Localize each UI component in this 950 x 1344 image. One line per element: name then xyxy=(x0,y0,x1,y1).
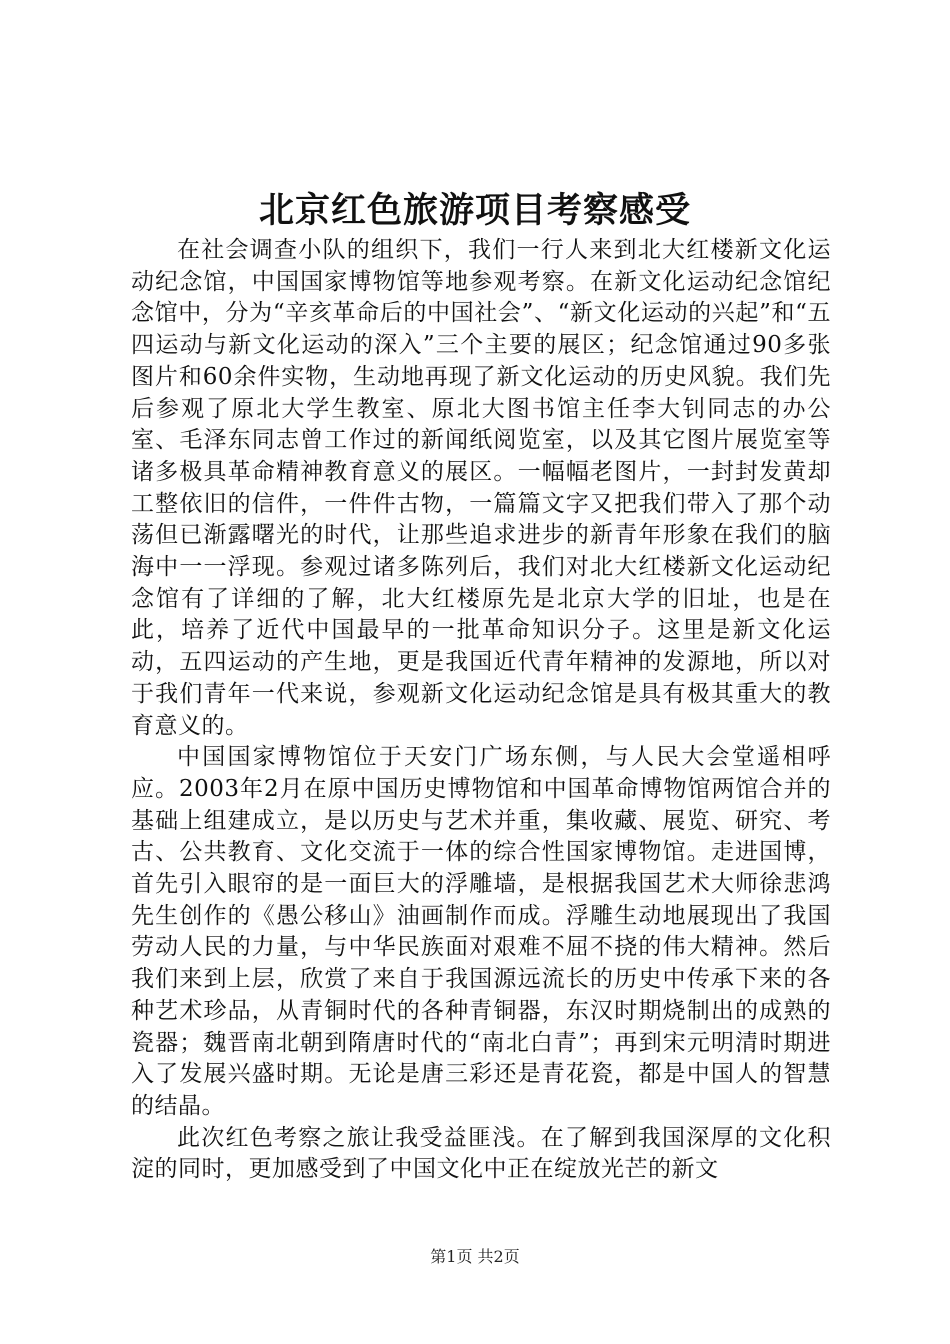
paragraph-3: 此次红色考察之旅让我受益匪浅。在了解到我国深厚的文化积淀的同时，更加感受到了中国文化中正在绽放光芒的新文 xyxy=(131,1124,831,1183)
paragraph-2: 中国国家博物馆位于天安门广场东侧，与人民大会堂遥相呼应。2003年2月在原中国历史博物馆和中国革命博物馆两馆合并的基础上组建成立，是以历史与艺术并重，集收藏、展览、研究、考古、公共教育、文化交流于一体的综合性国家博物馆。走进国博，首先引入眼帘的是一面巨大的浮雕墙，是根据我国艺术大师徐悲鸿先生创作的《愚公移山》油画制作而成。浮雕生动地展现出了我国劳动人民的力量，与中华民族面对艰难不屈不挠的伟大精神。然后我们来到上层，欣赏了来自于我国源远流长的历史中传承下来的各种艺术珍品，从青铜时代的各种青铜器，东汉时期烧制出的成熟的瓷器；魏晋南北朝到隋唐时代的“南北白青”；再到宋元明清时期进入了发展兴盛时期。无论是唐三彩还是青花瓷，都是中国人的智慧的结晶。 xyxy=(131,744,831,1119)
document-title: 北京红色旅游项目考察感受 xyxy=(258,190,691,231)
page-footer: 第1页 共2页 xyxy=(430,1247,520,1266)
document-body xyxy=(131,235,831,1186)
paragraph-1: 在社会调查小队的组织下，我们一行人来到北大红楼新文化运动纪念馆，中国国家博物馆等地参观考察。在新文化运动纪念馆纪念馆中，分为“辛亥革命后的中国社会”、“新文化运动的兴起”和“五四运动与新文化运动的深入”三个主要的展区；纪念馆通过90多张图片和60余件实物，生动地再现了新文化运动的历史风貌。我们先后参观了原北大学生教室、原北大图书馆主任李大钊同志的办公室、毛泽东同志曾工作过的新闻纸阅览室，以及其它图片展览室等诸多极具革命精神教育意义的展区。一幅幅老图片，一封封发黄却工整依旧的信件，一件件古物，一篇篇文字又把我们带入了那个动荡但已渐露曙光的时代，让那些追求进步的新青年形象在我们的脑海中一一浮现。参观过诸多陈列后，我们对北大红楼新文化运动纪念馆有了详细的了解，北大红楼原先是北京大学的旧址，也是在此，培养了近代中国最早的一批革命知识分子。这里是新文化运动，五四运动的产生地，更是我国近代青年精神的发源地，所以对于我们青年一代来说，参观新文化运动纪念馆是具有极其重大的教育意义的。 xyxy=(131,237,831,739)
